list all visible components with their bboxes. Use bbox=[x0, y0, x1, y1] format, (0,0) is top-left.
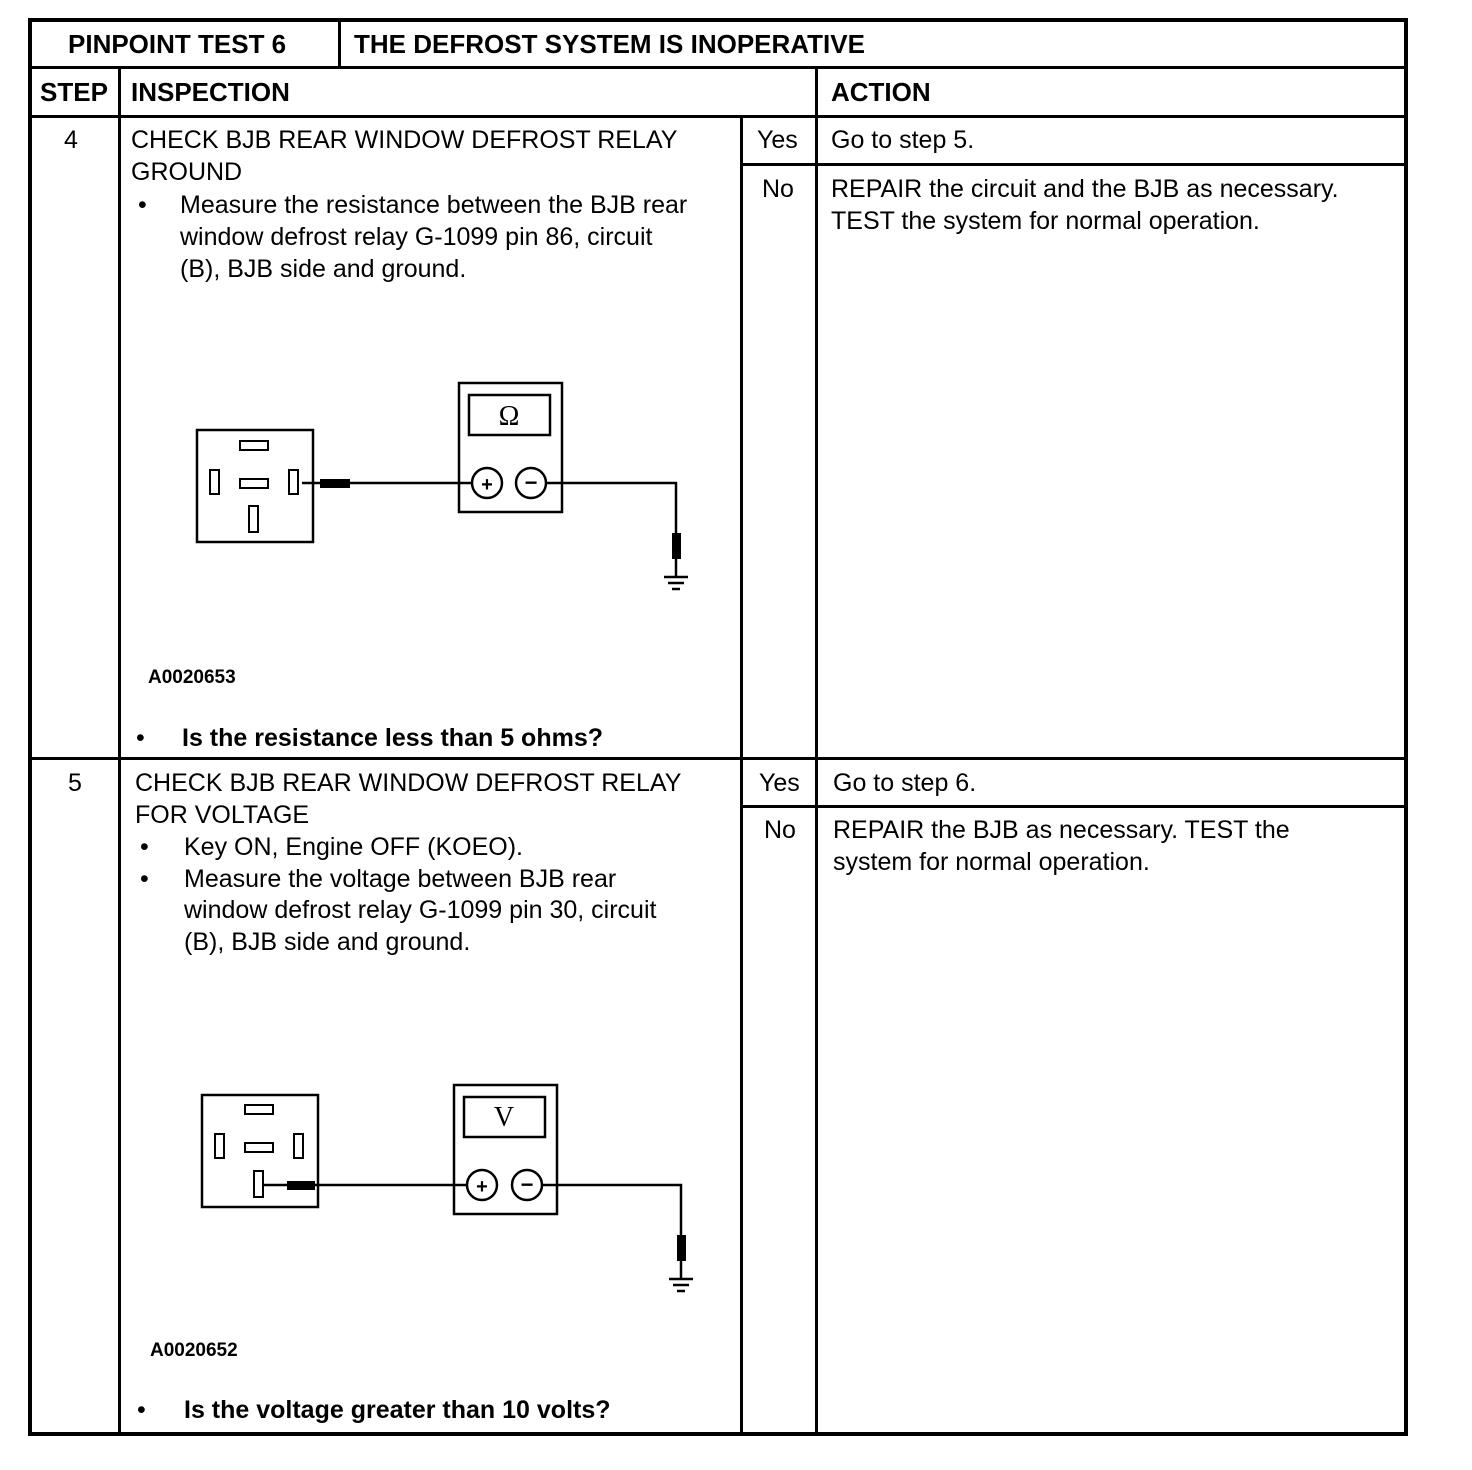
bullet-text-line: Key ON, Engine OFF (KOEO). bbox=[184, 833, 523, 861]
step-title-line: FOR VOLTAGE bbox=[135, 801, 310, 829]
ground-lead bbox=[542, 1185, 681, 1235]
minus-terminal-icon: − bbox=[520, 1172, 534, 1197]
step-number: 5 bbox=[68, 769, 82, 797]
yes-action: Go to step 5. bbox=[831, 126, 975, 154]
bullet-dot: • bbox=[140, 865, 149, 893]
step-row-divider bbox=[28, 757, 1408, 760]
bullet-text-line: (B), BJB side and ground. bbox=[180, 255, 467, 283]
column-header-step: STEP bbox=[40, 77, 108, 107]
table-border-left bbox=[28, 18, 32, 1436]
yes-action: Go to step 6. bbox=[833, 769, 977, 797]
column-header-action: ACTION bbox=[831, 77, 931, 107]
header-divider-2 bbox=[28, 115, 1408, 118]
ohmmeter-diagram bbox=[190, 378, 710, 598]
minus-terminal-icon: − bbox=[524, 470, 538, 495]
step4-yes-divider bbox=[740, 163, 1408, 166]
bullet-text-line: Measure the resistance between the BJB rear bbox=[180, 191, 688, 219]
no-label: No bbox=[762, 175, 794, 203]
step-question: Is the resistance less than 5 ohms? bbox=[182, 724, 603, 752]
test-probe-negative bbox=[677, 1235, 686, 1278]
figure-id: A0020653 bbox=[148, 667, 236, 688]
table-border-right bbox=[1404, 18, 1408, 1436]
test-probe-negative bbox=[672, 533, 681, 576]
ground-icon bbox=[669, 1279, 693, 1291]
bullet-text-line: (B), BJB side and ground. bbox=[184, 928, 471, 956]
figure-id: A0020652 bbox=[150, 1340, 238, 1361]
relay-connector bbox=[197, 430, 313, 542]
bullet-text-line: Measure the voltage between BJB rear bbox=[184, 865, 617, 893]
header-divider-vertical bbox=[338, 18, 341, 68]
no-label: No bbox=[764, 816, 796, 844]
step-title-line: CHECK BJB REAR WINDOW DEFROST RELAY bbox=[131, 126, 678, 154]
action-column-divider bbox=[815, 66, 818, 1436]
plus-terminal-icon: + bbox=[481, 474, 493, 496]
step-title-line: GROUND bbox=[131, 158, 243, 186]
ground-lead bbox=[546, 483, 676, 533]
test-label: PINPOINT TEST 6 bbox=[68, 29, 287, 59]
bullet-text-line: window defrost relay G-1099 pin 30, circuit bbox=[184, 896, 657, 924]
step-column-divider bbox=[118, 66, 121, 1436]
voltmeter-diagram bbox=[195, 1080, 715, 1300]
header-divider-1 bbox=[28, 66, 1408, 69]
meter-display-symbol: Ω bbox=[498, 401, 520, 432]
ground-icon bbox=[664, 577, 688, 589]
plus-terminal-icon: + bbox=[476, 1176, 488, 1198]
column-header-inspection: INSPECTION bbox=[131, 77, 290, 107]
test-probe-positive bbox=[263, 1181, 315, 1190]
meter-display-symbol: V bbox=[493, 1102, 515, 1133]
test-title: THE DEFROST SYSTEM IS INOPERATIVE bbox=[354, 29, 865, 59]
relay-connector bbox=[202, 1095, 318, 1207]
step5-yes-divider bbox=[740, 805, 1408, 808]
no-action-line: system for normal operation. bbox=[833, 848, 1150, 876]
bullet-dot: • bbox=[137, 1396, 146, 1424]
no-action-line: REPAIR the BJB as necessary. TEST the bbox=[833, 816, 1290, 844]
no-action-line: TEST the system for normal operation. bbox=[831, 207, 1260, 235]
yes-label: Yes bbox=[757, 126, 798, 154]
yesno-column-divider bbox=[740, 115, 743, 1436]
step-question: Is the voltage greater than 10 volts? bbox=[184, 1396, 611, 1424]
yes-label: Yes bbox=[759, 769, 800, 797]
bullet-text-line: window defrost relay G-1099 pin 86, circuit bbox=[180, 223, 653, 251]
test-probe-positive bbox=[302, 479, 350, 488]
step-number: 4 bbox=[64, 126, 78, 154]
bullet-dot: • bbox=[136, 724, 145, 752]
bullet-dot: • bbox=[138, 191, 147, 219]
table-border-bottom bbox=[28, 1432, 1408, 1436]
table-border-top bbox=[28, 18, 1408, 22]
no-action-line: REPAIR the circuit and the BJB as necessary. bbox=[831, 175, 1339, 203]
step-title-line: CHECK BJB REAR WINDOW DEFROST RELAY bbox=[135, 769, 682, 797]
bullet-dot: • bbox=[140, 833, 149, 861]
